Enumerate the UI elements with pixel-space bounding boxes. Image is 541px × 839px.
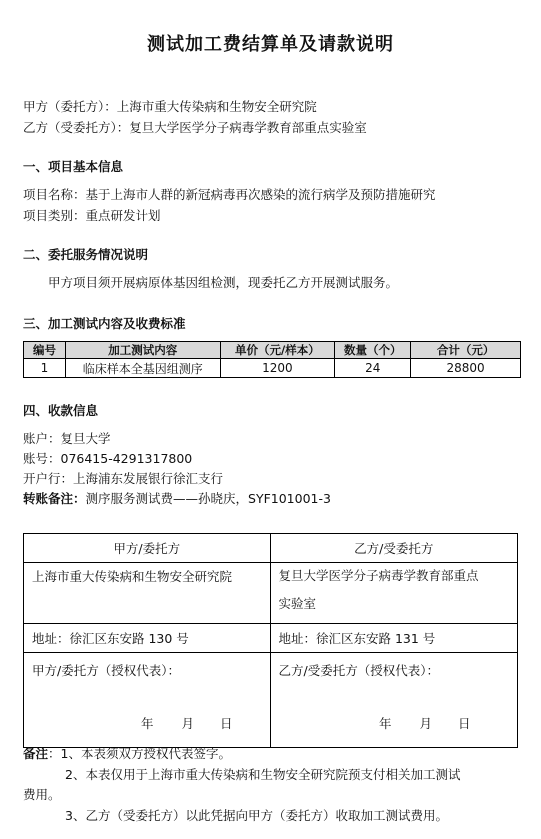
party-a-month: 月 [181, 716, 195, 731]
notes-label: 备注 [23, 746, 49, 761]
account-name: 账户：复旦大学 [23, 431, 111, 446]
party-b-date [379, 714, 471, 732]
bank-name: 开户行：上海浦东发展银行徐汇支行 [23, 471, 224, 486]
transfer-remark-label: 转账备注： [23, 491, 86, 506]
party-b-address: 地址：徐汇区东安路 131 号 [270, 624, 518, 653]
cell-content: 临床样本全基因组测序 [65, 359, 220, 378]
party-a-day: 日 [220, 716, 233, 731]
party-b-month: 月 [419, 716, 433, 731]
table-row [24, 359, 521, 378]
section2-heading: 二、委托服务情况说明 [23, 247, 149, 262]
party-a-address: 地址：徐汇区东安路 130 号 [24, 624, 271, 653]
party-a-org: 上海市重大传染病和生物安全研究院 [24, 563, 271, 624]
section1-heading: 一、项目基本信息 [23, 159, 124, 174]
col-header-quantity: 数量（个） [335, 342, 411, 359]
party-a-header: 甲方/委托方 [24, 534, 271, 563]
cell-total: 28800 [411, 359, 521, 378]
note-3: 3、乙方（受委托方）以此凭据向甲方（委托方）收取加工测试费用。 [65, 808, 448, 823]
party-a-rep-label: 甲方/委托方（授权代表）： [32, 663, 180, 678]
service-description: 甲方项目须开展病原体基因组检测，现委托乙方开展测试服务。 [48, 275, 399, 290]
project-type: 项目类别：重点研发计划 [23, 208, 161, 223]
col-header-content: 加工测试内容 [65, 342, 220, 359]
party-b-org [270, 563, 518, 624]
transfer-remark [23, 489, 331, 507]
party-b-rep-label: 乙方/受委托方（授权代表）： [278, 663, 439, 678]
cell-no: 1 [24, 359, 66, 378]
party-a-representative [24, 653, 271, 748]
transfer-remark-value: 测序服务测试费——孙晓庆，SYF101001-3 [85, 491, 331, 506]
project-name: 项目名称：基于上海市人群的新冠病毒再次感染的流行病学及预防措施研究 [23, 187, 436, 202]
note-1 [23, 744, 231, 762]
section3-heading: 三、加工测试内容及收费标准 [23, 316, 186, 331]
party-b-representative [270, 653, 518, 748]
party-b-org-line2: 实验室 [278, 596, 317, 611]
party-a-line: 甲方（委托方）：上海市重大传染病和生物安全研究院 [23, 99, 317, 114]
party-b-org-line1: 复旦大学医学分子病毒学教育部重点 [278, 568, 479, 583]
col-header-unit-price: 单价（元/样本） [220, 342, 335, 359]
party-a-year: 年 [141, 716, 154, 731]
party-b-header: 乙方/受委托方 [270, 534, 518, 563]
party-a-date [141, 714, 233, 732]
col-header-total: 合计（元） [411, 342, 521, 359]
account-number: 账号：076415-4291317800 [23, 451, 193, 466]
cell-quantity: 24 [335, 359, 411, 378]
note-1-text: ：1、本表须双方授权代表签字。 [48, 746, 231, 761]
party-b-year: 年 [379, 716, 392, 731]
section4-heading: 四、收款信息 [23, 403, 99, 418]
fee-table [23, 341, 521, 378]
fee-table-header [24, 342, 521, 359]
cell-unit-price: 1200 [220, 359, 335, 378]
document-title: 测试加工费结算单及请款说明 [147, 34, 394, 55]
note-2-line2: 费用。 [23, 787, 61, 802]
party-b-line: 乙方（受委托方）：复旦大学医学分子病毒学教育部重点实验室 [23, 120, 367, 135]
party-b-day: 日 [458, 716, 471, 731]
note-2-line1: 2、本表仅用于上海市重大传染病和生物安全研究院预支付相关加工测试 [65, 767, 461, 782]
col-header-no: 编号 [24, 342, 66, 359]
